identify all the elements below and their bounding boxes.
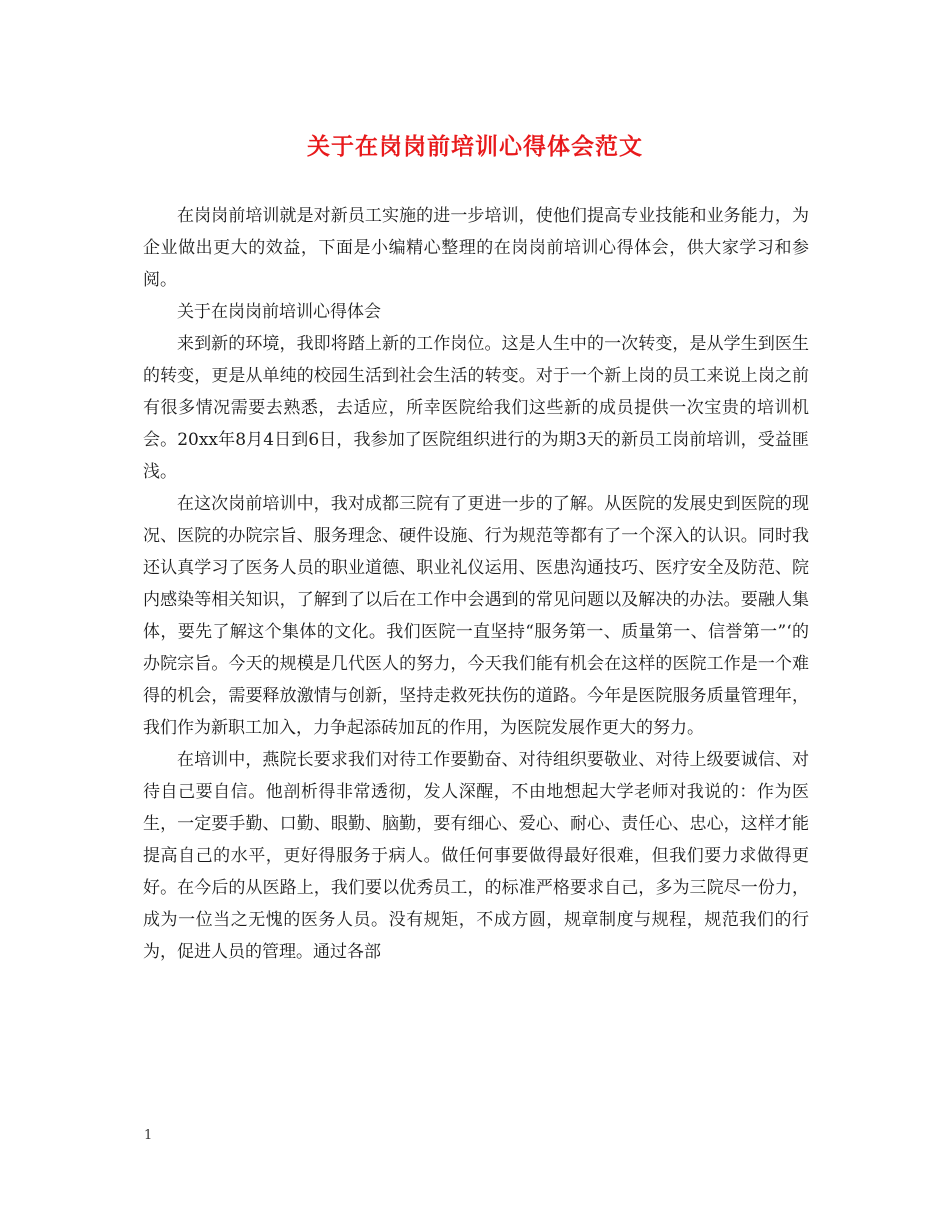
- paragraph-body: 在培训中，燕院长要求我们对待工作要勤奋、对待组织要敬业、对待上级要诚信、对待自己要自信。他剖析得非常透彻，发人深醒，不由地想起大学老师对我说的：作为医生，一定要手勤、口勤、眼勤、脑勤，要有细心、爱心、耐心、责任心、忠心，这样才能提高自己的水平，更好得服务于病人。做任何事要做得最好很难，但我们要力求做得更好。在今后的从医路上，我们要以优秀员工，的标准严格要求自己，多为三院尽一份力，成为一位当之无愧的医务人员。没有规矩，不成方圆，规章制度与规程，规范我们的行为，促进人员的管理。通过各部: [143, 750, 809, 962]
- document-body: [143, 200, 809, 968]
- page-number: 1: [144, 1128, 153, 1143]
- paragraph-body: 在这次岗前培训中，我对成都三院有了更进一步的了解。从医院的发展史到医院的现况、医院的办院宗旨、服务理念、硬件设施、行为规范等都有了一个深入的认识。同时我还认真学习了医务人员的职业道德、职业礼仪运用、医患沟通技巧、医疗安全及防范、院内感染等相关知识，了解到了以后在工作中会遇到的常见问题以及解决的办法。要融人集体，要先了解这个集体的文化。我们医院一直坚持“服务第一、质量第一、信誉第一”‘的办院宗旨。今天的规模是几代医人的努力，今天我们能有机会在这样的医院工作是一个难得的机会，需要释放激情与创新，坚持走救死扶伤的道路。今年是医院服务质量管理年，我们作为新职工加入，力争起添砖加瓦的作用，为医院发展作更大的努力。: [143, 494, 809, 738]
- paragraph-intro: 在岗岗前培训就是对新员工实施的进一步培训，使他们提高专业技能和业务能力，为企业做出更大的效益，下面是小编精心整理的在岗岗前培训心得体会，供大家学习和参阅。: [143, 206, 809, 290]
- document-title: 关于在岗岗前培训心得体会范文: [307, 133, 643, 160]
- section-heading: 关于在岗岗前培训心得体会: [177, 302, 381, 322]
- paragraph-body: 来到新的环境，我即将踏上新的工作岗位。这是人生中的一次转变，是从学生到医生的转变，更是从单纯的校园生活到社会生活的转变。对于一个新上岗的员工来说上岗之前有很多情况需要去熟悉，去适应，所幸医院给我们这些新的成员提供一次宝贵的培训机会。20xx年8月4日到6日，我参加了医院组织进行的为期3天的新员工岗前培训，受益匪浅。: [143, 334, 809, 482]
